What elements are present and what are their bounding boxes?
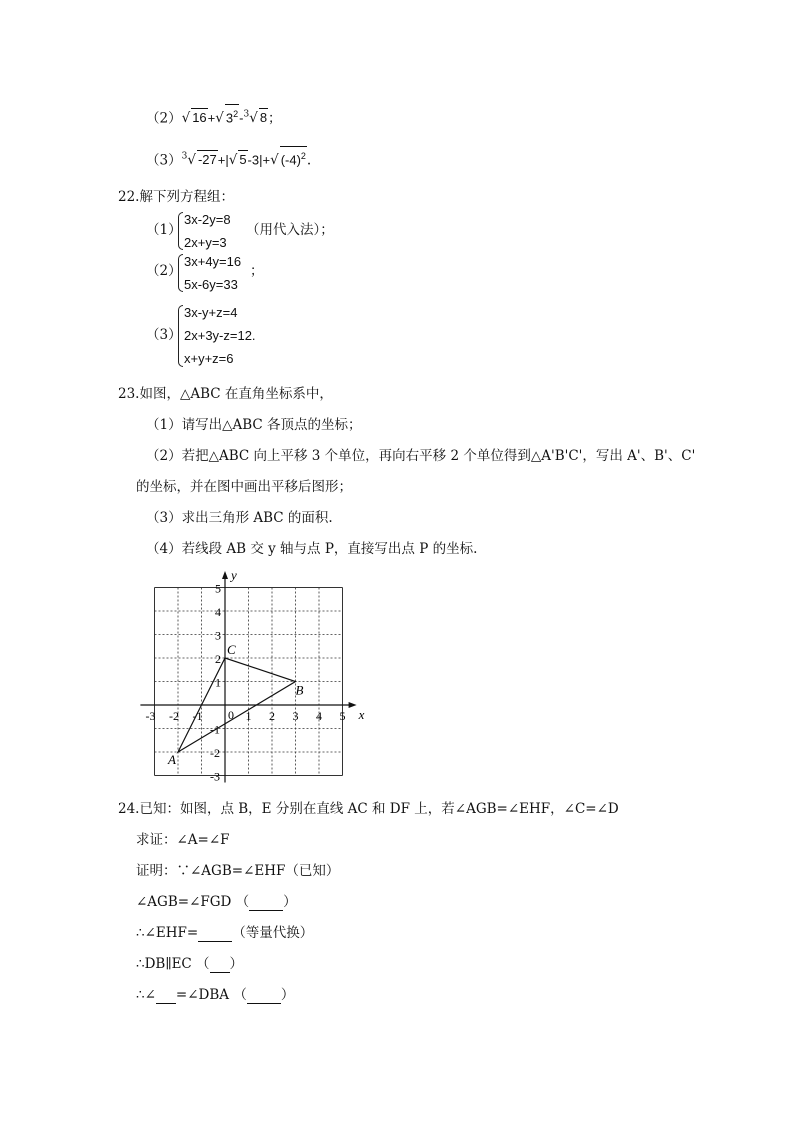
q22-part2-number: （2） xyxy=(146,263,182,279)
y-tick-label: 5 xyxy=(215,581,221,596)
q22-title: 22.解下列方程组： xyxy=(118,189,234,205)
x-tick-label: 1 xyxy=(245,709,252,723)
x-tick-label: -3 xyxy=(145,709,156,723)
q22-p1-note: （用代入法）； xyxy=(246,222,334,238)
q21-part2: （2）√ 16+√ $3^2-^3√$ 8； xyxy=(146,104,282,127)
q24-line4: ∴∠ =∠DBA （ ） xyxy=(136,987,295,1003)
q22-p1-eq1: 3x-2y=8 xyxy=(184,212,231,227)
brace-system-1 xyxy=(178,212,183,250)
blank-3[interactable] xyxy=(210,958,230,973)
q21-part2-number: （2） xyxy=(146,110,182,127)
sqrt-5: √ 5 xyxy=(228,152,247,169)
blank-1[interactable] xyxy=(249,896,283,911)
triangle-edges xyxy=(178,658,296,752)
q24-line1: ∠AGB=∠FGD （ ） xyxy=(136,894,297,910)
brace-system-2 xyxy=(178,254,183,292)
sqrt-3-squared: √ $3^2$ xyxy=(215,110,239,126)
origin-label: 0 xyxy=(228,708,234,722)
vertex-label-a: A xyxy=(168,752,176,767)
y-axis-label: y xyxy=(231,567,237,583)
q24-title: 24.已知：如图，点 B，E 分别在直线 AC 和 DF 上，若∠AGB=∠EHF，∠C=∠D xyxy=(118,801,619,817)
blank-5[interactable] xyxy=(247,989,281,1004)
brace-system-3 xyxy=(178,305,183,367)
y-tick-label: 1 xyxy=(215,675,221,690)
q22-p3-eq1: 3x-y+z=4 xyxy=(184,305,238,320)
x-tick-label: 3 xyxy=(292,709,299,723)
q24-prove: 求证：∠A=∠F xyxy=(136,832,230,848)
vertex-label-b: B xyxy=(295,682,304,698)
q21-part3-number: （3） xyxy=(146,152,182,169)
tick-labels xyxy=(146,582,346,784)
y-tick-label: 2 xyxy=(215,652,221,666)
x-tick-label: 5 xyxy=(339,709,346,723)
q22-p2-end: ； xyxy=(250,263,264,279)
q24-line2: ∴∠EHF= （等量代换） xyxy=(136,925,314,941)
y-tick-label: -1 xyxy=(210,722,220,737)
q24-proof: 证明：∵∠AGB=∠EHF（已知） xyxy=(136,863,340,879)
y-tick-label: -2 xyxy=(210,746,220,760)
cube-root-8: $^3$√ 8 xyxy=(243,109,268,127)
q22-p3-eq2: 2x+3y-z=12. xyxy=(184,328,256,343)
sqrt-neg4-squared: √ $(-4)^2$ xyxy=(270,152,307,168)
q23-title: 23.如图，△ABC 在直角坐标系中， xyxy=(118,386,333,402)
y-axis-arrow xyxy=(222,571,228,579)
axes xyxy=(140,567,364,782)
x-tick-label: 4 xyxy=(316,709,322,723)
triangle-abc xyxy=(167,642,304,767)
sqrt-16: √ 16 xyxy=(181,110,207,127)
blank-4[interactable] xyxy=(156,989,176,1004)
q22-p1-eq2: 2x+y=3 xyxy=(184,235,227,250)
q22-part1-number: （1） xyxy=(146,222,182,238)
q23-sub2b: 的坐标，并在图中画出平移后图形； xyxy=(136,479,352,495)
q22-p3-eq3: x+y+z=6 xyxy=(184,351,234,366)
q22-p2-eq2: 5x-6y=33 xyxy=(184,277,238,292)
y-tick-label: 3 xyxy=(215,628,221,643)
y-tick-label: 4 xyxy=(215,605,221,619)
q23-sub1: （1）请写出△ABC 各顶点的坐标； xyxy=(146,417,362,433)
q21-part3: $(3)^3√$ -27+|√ 5-3|+√ $(-4)^2$. xyxy=(146,146,311,169)
x-tick-label: -1 xyxy=(192,709,203,723)
q23-sub2a: （2）若把△ABC 向上平移 3 个单位，再向右平移 2 个单位得到△A'B'C'，写出 A'、B'、C' xyxy=(146,448,696,464)
x-axis-arrow xyxy=(349,702,357,708)
q23-sub4: （4）若线段 AB 交 y 轴与点 P，直接写出点 P 的坐标. xyxy=(146,541,478,557)
q23-sub3: （3）求出三角形 ABC 的面积. xyxy=(146,510,333,526)
q22-p2-eq1: 3x+4y=16 xyxy=(184,254,242,269)
vertex-label-c: C xyxy=(227,642,236,657)
y-tick-label: -3 xyxy=(210,769,220,784)
q24-line3: ∴DB∥EC （ ） xyxy=(136,956,244,972)
blank-2[interactable] xyxy=(198,927,232,942)
x-tick-label: 2 xyxy=(269,709,275,723)
x-axis-label: x xyxy=(358,707,365,722)
x-tick-label: -2 xyxy=(169,709,179,723)
grid-lines xyxy=(155,588,343,776)
cube-root-neg27: $^3$√ -27 xyxy=(181,151,217,169)
q22-part3-number: （3） xyxy=(146,327,182,343)
